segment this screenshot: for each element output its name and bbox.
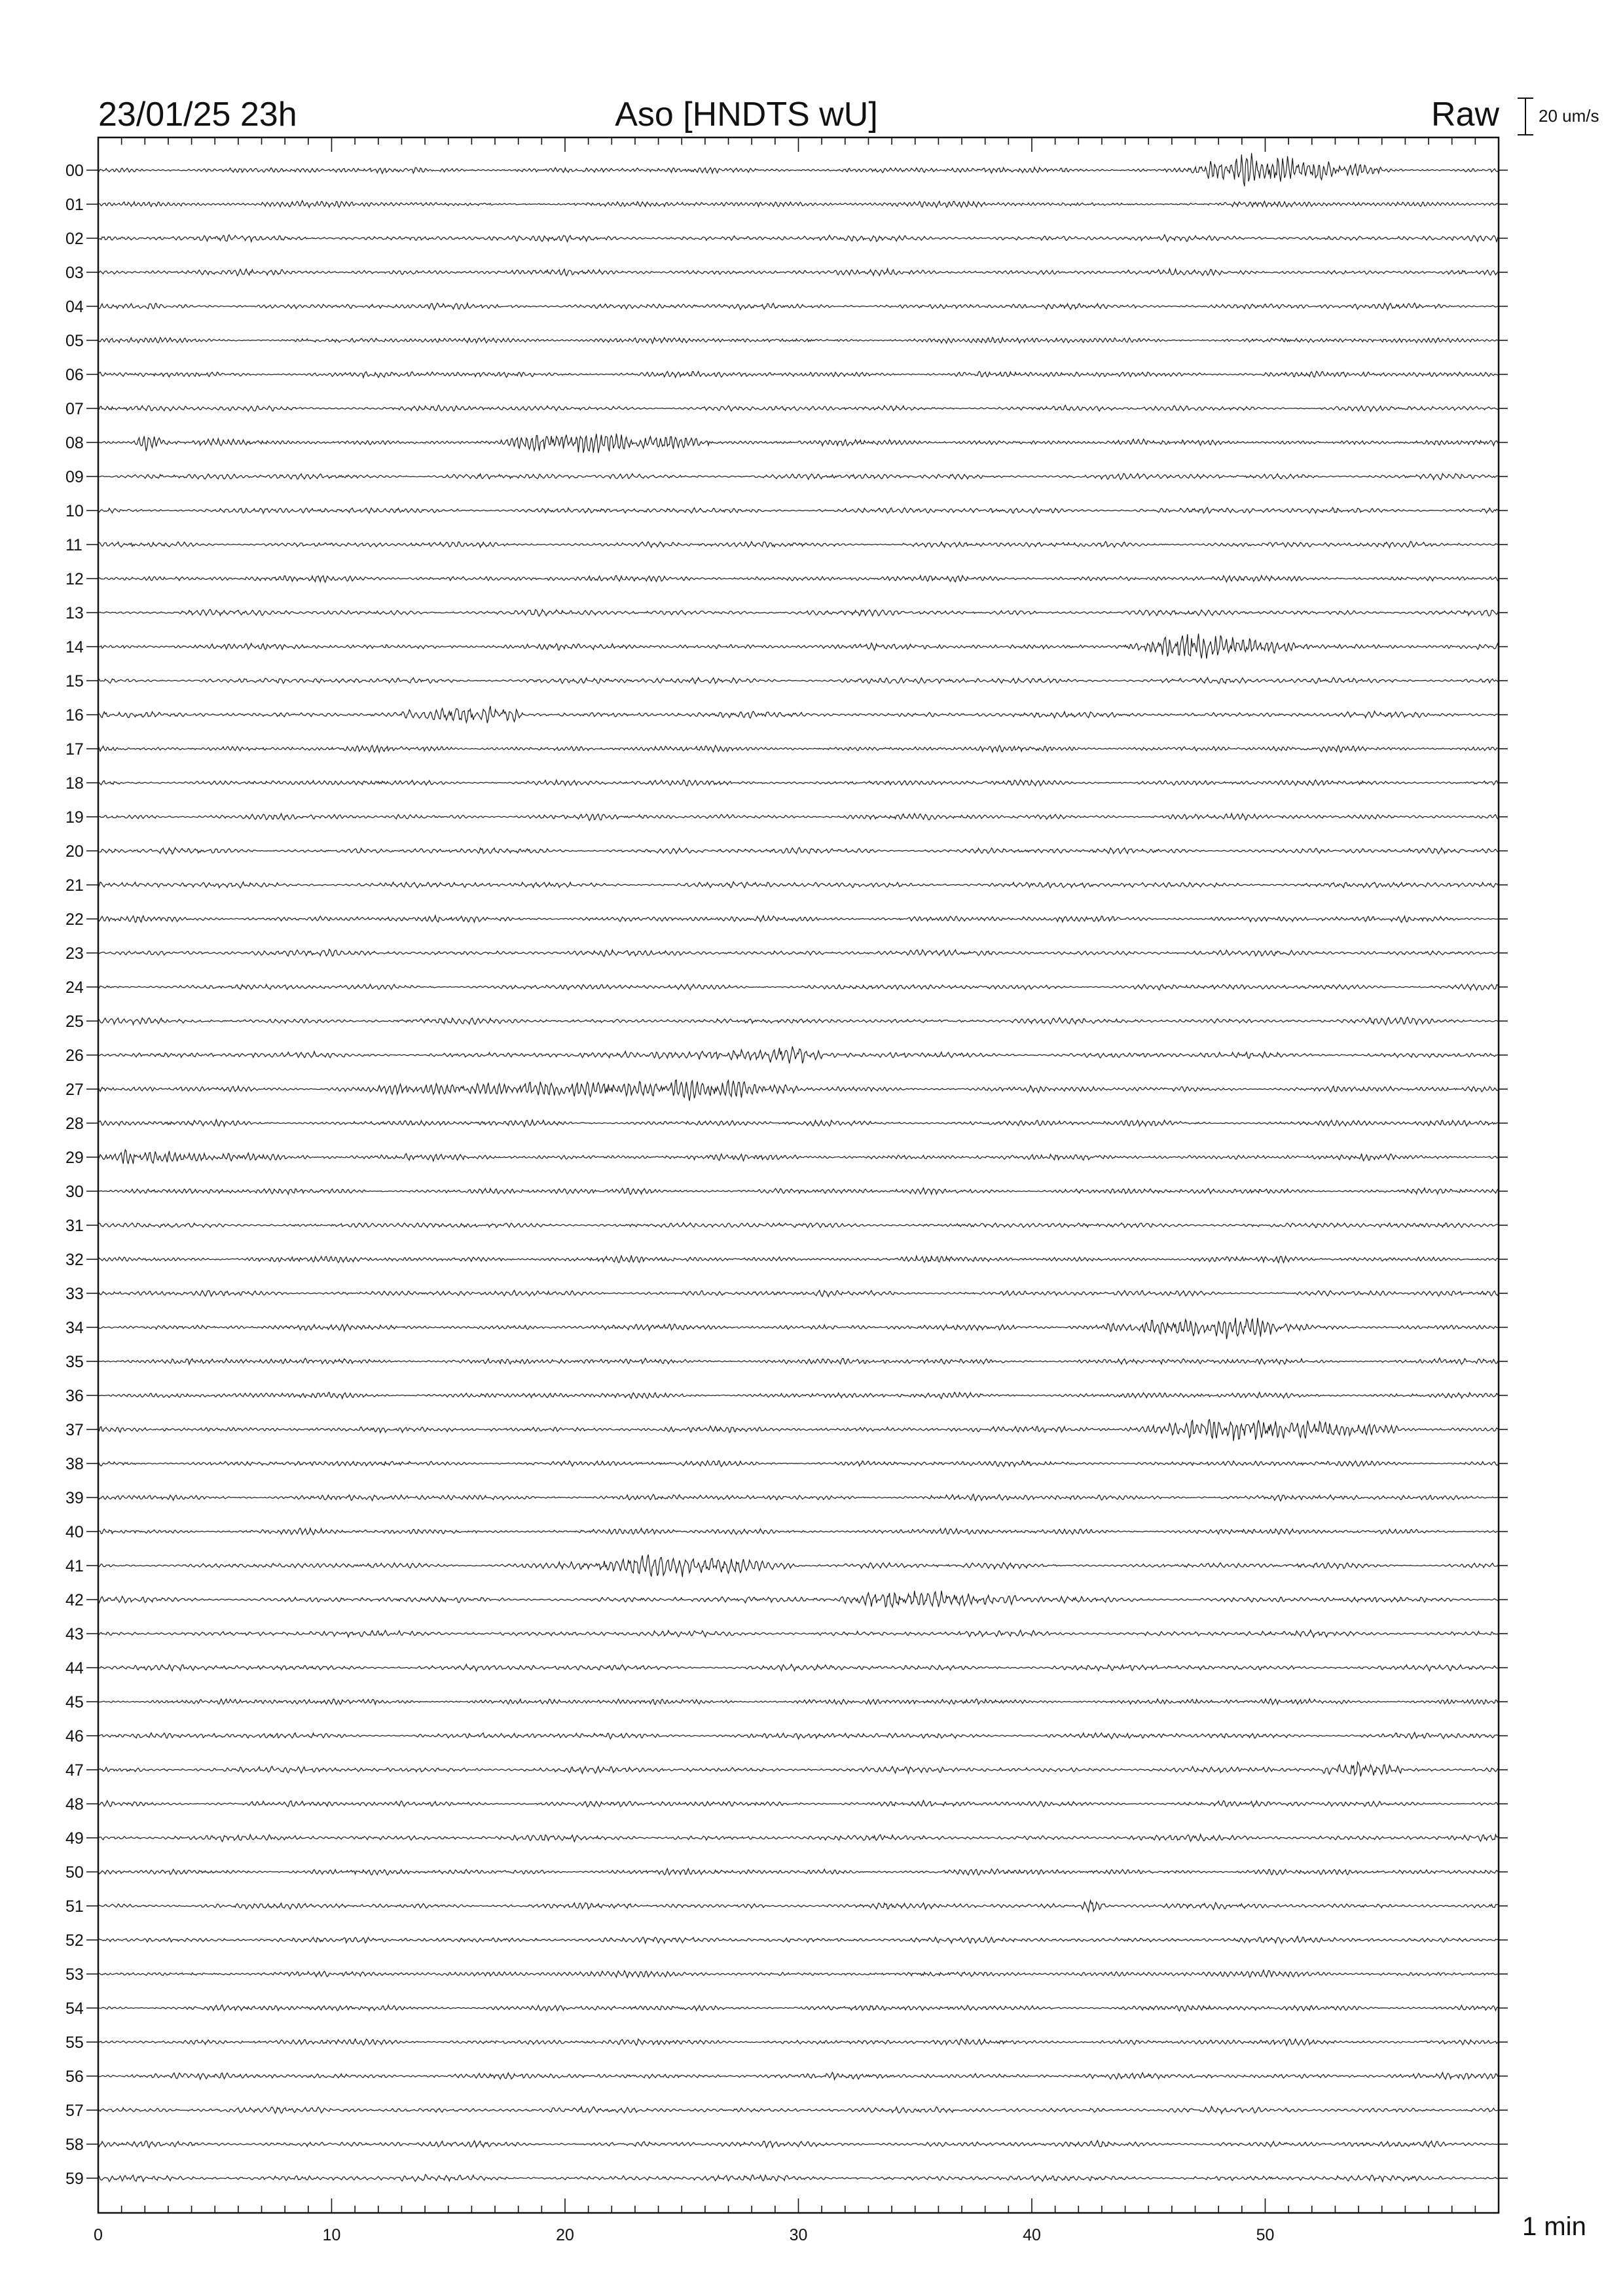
row-label: 13: [65, 604, 84, 622]
waveform-trace: [98, 780, 1499, 786]
row-label: 41: [65, 1557, 84, 1575]
row-label: 44: [65, 1659, 84, 1677]
row-label: 20: [65, 842, 84, 861]
x-tick-label: 20: [556, 2226, 574, 2244]
mode-label: Raw: [1431, 96, 1499, 134]
waveform-trace: [98, 2039, 1499, 2045]
row-label: 54: [65, 2000, 84, 2018]
row-label: 03: [65, 264, 84, 282]
waveform-trace: [98, 153, 1499, 187]
x-tick-label: 30: [789, 2226, 808, 2244]
waveform-trace: [98, 1528, 1499, 1535]
x-tick-label: 0: [94, 2226, 103, 2244]
waveform-trace: [98, 1150, 1499, 1164]
row-label: 27: [65, 1081, 84, 1099]
x-tick-label: 40: [1023, 2226, 1041, 2244]
row-label: 24: [65, 978, 84, 997]
plot-frame: [98, 137, 1499, 2213]
waveform-trace: [98, 235, 1499, 242]
row-label: 59: [65, 2170, 84, 2188]
row-label: 12: [65, 570, 84, 588]
waveform-trace: [98, 1835, 1499, 1842]
waveform-trace: [98, 474, 1499, 480]
row-label: 00: [65, 162, 84, 180]
row-label: 16: [65, 706, 84, 725]
waveform-trace: [98, 1420, 1499, 1441]
waveform-trace: [98, 1120, 1499, 1127]
waveform-trace: [98, 1762, 1499, 1776]
amplitude-scale-label: 20 um/s: [1539, 106, 1599, 126]
waveform-trace: [98, 1936, 1499, 1943]
waveform-trace: [98, 1047, 1499, 1064]
row-label: 09: [65, 468, 84, 486]
waveform-trace: [98, 1188, 1499, 1194]
row-label: 15: [65, 672, 84, 691]
row-label: 42: [65, 1591, 84, 1609]
waveform-trace: [98, 1494, 1499, 1501]
x-tick-label: 10: [322, 2226, 341, 2244]
row-label: 36: [65, 1387, 84, 1405]
waveform-trace: [98, 848, 1499, 854]
row-label: 01: [65, 196, 84, 214]
row-label: 37: [65, 1421, 84, 1439]
row-label: 10: [65, 502, 84, 520]
waveform-trace: [98, 1223, 1499, 1227]
waveform-trace: [98, 1017, 1499, 1025]
waveform-trace: [98, 434, 1499, 454]
waveform-trace: [98, 2141, 1499, 2148]
row-label: 26: [65, 1047, 84, 1065]
row-label: 34: [65, 1319, 84, 1337]
row-label: 31: [65, 1217, 84, 1235]
row-label: 11: [65, 536, 82, 554]
row-label: 47: [65, 1761, 84, 1780]
row-label: 14: [65, 638, 84, 656]
row-label: 50: [65, 1863, 84, 1882]
row-label: 04: [65, 298, 84, 316]
row-label: 28: [65, 1115, 84, 1133]
waveform-trace: [98, 634, 1499, 658]
waveform-trace: [98, 338, 1499, 344]
waveform-trace: [98, 2072, 1499, 2079]
row-label: 21: [65, 876, 84, 895]
row-label: 19: [65, 808, 84, 827]
amplitude-scale-bar: [1518, 98, 1533, 135]
row-label: 52: [65, 1931, 84, 1950]
waveform-trace: [98, 1392, 1499, 1399]
waveform-trace: [98, 609, 1499, 617]
row-label: 29: [65, 1149, 84, 1167]
waveform-trace: [98, 1461, 1499, 1467]
waveform-trace: [98, 677, 1499, 683]
waveform-trace: [98, 1080, 1499, 1101]
row-label: 33: [65, 1285, 84, 1303]
row-label: 32: [65, 1251, 84, 1269]
row-label: 53: [65, 1965, 84, 1984]
row-label: 56: [65, 2068, 84, 2086]
row-label: 46: [65, 1727, 84, 1746]
row-label: 35: [65, 1353, 84, 1371]
waveform-trace: [98, 1255, 1499, 1263]
waveform-trace: [98, 1970, 1499, 1977]
row-label: 48: [65, 1795, 84, 1814]
waveform-trace: [98, 2175, 1499, 2182]
row-label: 39: [65, 1489, 84, 1507]
waveform-trace: [98, 814, 1499, 821]
waveform-trace: [98, 201, 1499, 208]
waveform-trace: [98, 508, 1499, 514]
waveform-trace: [98, 2106, 1499, 2113]
row-label: 38: [65, 1455, 84, 1473]
waveform-trace: [98, 1630, 1499, 1638]
waveform-trace: [98, 303, 1499, 310]
waveform-trace: [98, 745, 1499, 753]
row-label: 43: [65, 1625, 84, 1643]
row-label: 05: [65, 332, 84, 350]
row-label: 57: [65, 2102, 84, 2120]
waveform-trace: [98, 1732, 1499, 1739]
x-axis-unit-label: 1 min: [1522, 2212, 1586, 2241]
row-label: 51: [65, 1897, 84, 1916]
waveform-trace: [98, 1664, 1499, 1671]
station-title: Aso [HNDTS wU]: [615, 96, 878, 134]
waveform-trace: [98, 1699, 1499, 1705]
row-label: 55: [65, 2034, 84, 2052]
row-label: 49: [65, 1829, 84, 1848]
row-label: 22: [65, 910, 84, 929]
waveform-trace: [98, 2005, 1499, 2011]
waveform-trace: [98, 984, 1499, 990]
x-tick-label: 50: [1256, 2226, 1275, 2244]
waveform-trace: [98, 1901, 1499, 1912]
row-label: 18: [65, 774, 84, 793]
waveform-trace: [98, 371, 1499, 378]
waveform-trace: [98, 1801, 1499, 1807]
row-label: 45: [65, 1693, 84, 1712]
waveform-trace: [98, 405, 1499, 412]
waveform-trace: [98, 706, 1499, 723]
row-label: 30: [65, 1183, 84, 1201]
row-label: 06: [65, 366, 84, 384]
waveform-trace: [98, 1318, 1499, 1339]
row-label: 17: [65, 740, 84, 759]
waveform-trace: [98, 882, 1499, 888]
row-label: 02: [65, 230, 84, 248]
waveform-trace: [98, 1554, 1499, 1577]
row-labels: [65, 162, 1508, 2188]
row-label: 23: [65, 944, 84, 963]
waveform-trace: [98, 1590, 1499, 1607]
row-label: 08: [65, 434, 84, 452]
row-label: 25: [65, 1013, 84, 1031]
datetime-title: 23/01/25 23h: [98, 96, 297, 134]
x-tick-labels: [94, 2226, 1274, 2244]
waveform-trace: [98, 269, 1499, 276]
waveform-trace: [98, 575, 1499, 582]
waveform-trace: [98, 1290, 1499, 1297]
time-axis-ticks: [98, 137, 1499, 2213]
waveform-trace: [98, 1358, 1499, 1365]
waveform-traces: [98, 153, 1499, 2181]
row-label: 40: [65, 1523, 84, 1541]
row-label: 58: [65, 2136, 84, 2154]
waveform-trace: [98, 916, 1499, 923]
row-label: 07: [65, 400, 84, 418]
waveform-trace: [98, 949, 1499, 956]
waveform-trace: [98, 541, 1499, 548]
waveform-trace: [98, 1869, 1499, 1875]
